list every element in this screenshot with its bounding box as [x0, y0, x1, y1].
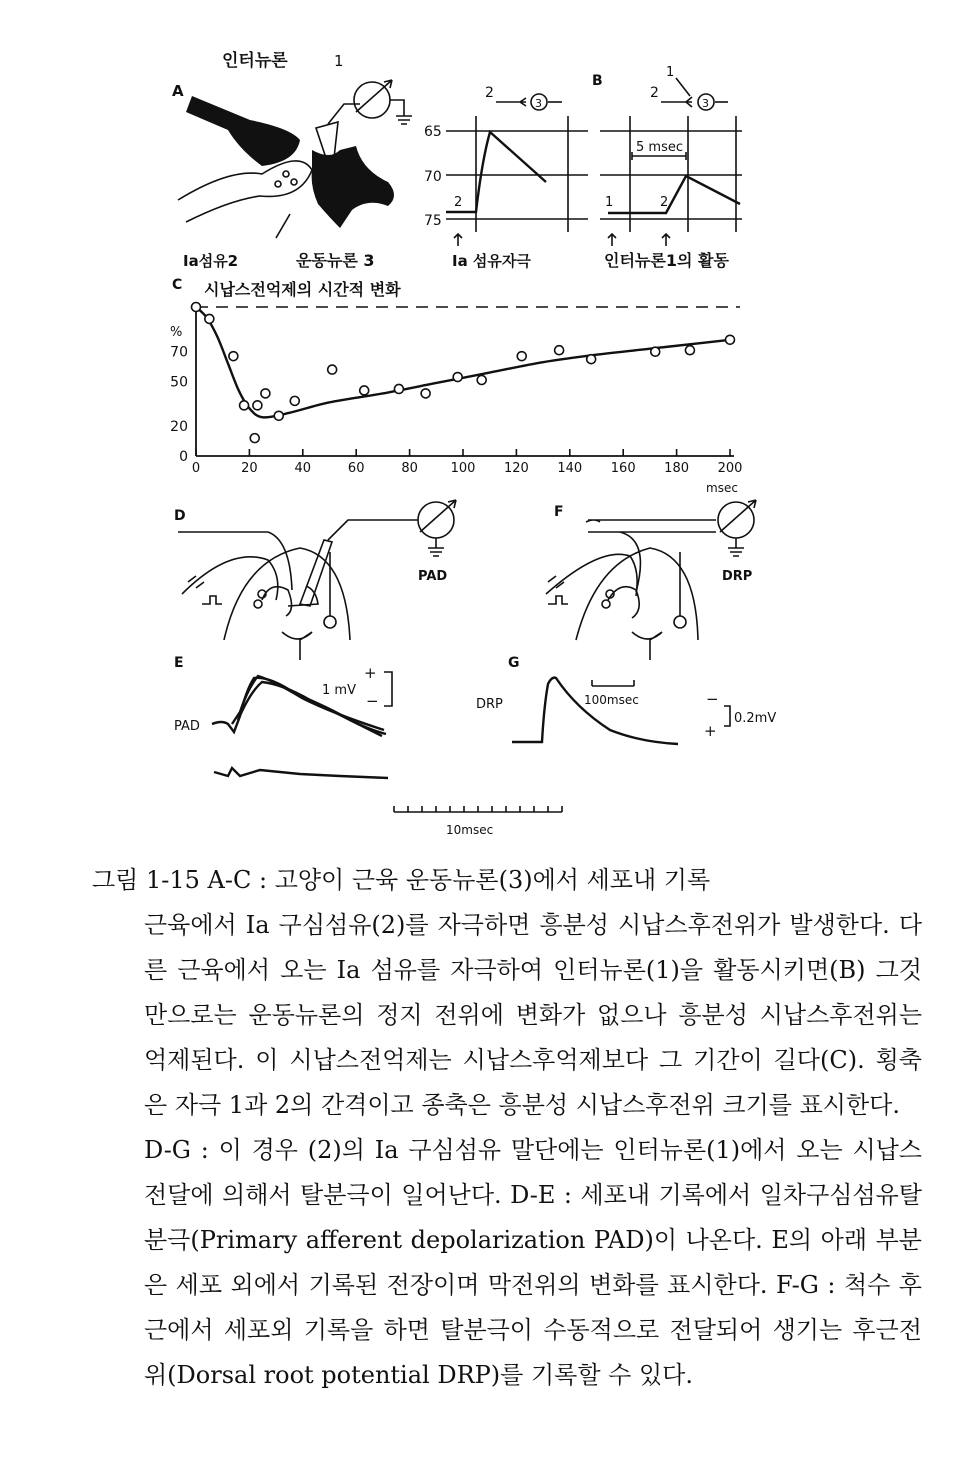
y-tick-70: 70 — [424, 169, 442, 185]
x-tick-label: 100 — [450, 461, 476, 476]
x-tick-label: 80 — [401, 461, 418, 476]
y-tick-label: 20 — [170, 419, 188, 436]
panel-e-letter: E — [174, 655, 184, 671]
data-point — [328, 365, 337, 374]
ia-stim-label: Ia 섬유자극 — [452, 252, 531, 270]
interneuron-activity-label: 인터뉴론1의 활동 — [604, 251, 729, 270]
data-point — [555, 346, 564, 355]
x-tick-label: 120 — [503, 461, 529, 476]
panel-g — [476, 655, 776, 744]
circuit-b-num-1: 1 — [666, 65, 675, 80]
data-point — [517, 352, 526, 361]
x-tick-label: 200 — [717, 461, 743, 476]
panel-a-letter: A — [172, 82, 184, 100]
panel-a — [172, 50, 588, 270]
x-tick-label: 60 — [347, 461, 365, 476]
motoneuron-label: 운동뉴론 3 — [296, 251, 375, 270]
g-time-scale-label: 100msec — [584, 693, 639, 707]
data-point — [205, 314, 214, 323]
y-tick-65: 65 — [424, 124, 442, 140]
data-point — [685, 346, 694, 355]
panel-e — [174, 655, 562, 837]
y-tick-75: 75 — [424, 213, 442, 229]
data-point — [477, 376, 486, 385]
x-unit-label: msec — [706, 481, 738, 495]
panel-b-letter: B — [592, 73, 603, 89]
data-point — [261, 389, 270, 398]
circuit-b-num-3: 3 — [702, 97, 709, 110]
panel-c — [170, 277, 742, 495]
x-tick-label: 160 — [610, 461, 636, 476]
circuit-a-num-3: 3 — [535, 97, 542, 110]
interneuron-label: 인터뉴론 — [222, 51, 288, 71]
data-point — [421, 389, 430, 398]
panel-d — [174, 500, 456, 660]
caption-paragraph-2: D-G : 이 경우 (2)의 Ia 구심섬유 말단에는 인터뉴론(1)에서 오는 시납스 전달에 의해서 탈분극이 일어난다. D-E : 세포내 기록에서 일차구심섬유탈분극(Primary afferent depolarization PAD)이 나온다. E의 아래 부분은 세포 외에서 기록된 전장이며 막전위의 변화를 표시한다. F-G : 척수 후근에서 세포외 기록을 하면 탈분극이 수동적으로 전달되어 생기는 후근전위(Dorsal root potential DRP)를 기록할 수 있다. — [144, 1136, 922, 1389]
y-tick-label: 70 — [170, 344, 188, 361]
ia-fiber-label: Ia섬유2 — [183, 252, 239, 270]
g-plus: + — [704, 722, 717, 740]
x-tick-label: 40 — [294, 461, 312, 476]
data-point — [290, 396, 299, 405]
panel-d-letter: D — [174, 508, 186, 524]
chart-title: 시납스전억제의 시간적 변화 — [204, 280, 401, 299]
data-point — [651, 347, 660, 356]
g-minus: − — [706, 690, 719, 708]
panel-c-letter: C — [172, 277, 183, 293]
y-tick-label: 0 — [179, 449, 188, 465]
ia-fiber-terminal — [178, 161, 312, 222]
y-tick-label: 50 — [170, 374, 188, 391]
interneuron-terminal — [186, 96, 300, 166]
data-point — [394, 384, 403, 393]
panel-a-trace — [424, 85, 588, 270]
panel-g-letter: G — [508, 655, 520, 671]
data-point — [360, 386, 369, 395]
interneuron-number: 1 — [334, 52, 344, 70]
circuit-b-num-2: 2 — [650, 85, 659, 101]
data-point — [250, 434, 259, 443]
motoneuron-soma — [312, 146, 394, 228]
figure-caption — [92, 858, 922, 1398]
pad-trace-label: PAD — [174, 719, 200, 734]
caption-heading: 그림 1-15 A-C : 고양이 근육 운동뉴론(3)에서 세포내 기록 — [92, 866, 711, 894]
drp-recording-label: DRP — [722, 569, 753, 584]
e-minus: − — [366, 692, 379, 710]
data-point — [229, 352, 238, 361]
data-point — [240, 401, 249, 410]
y-unit-label: % — [170, 325, 183, 340]
data-point — [726, 335, 735, 344]
interval-label: 5 msec — [636, 140, 683, 155]
e-plus: + — [364, 664, 377, 682]
data-point — [587, 355, 596, 364]
e-scale-label: 1 mV — [322, 683, 356, 698]
e-time-scale-label: 10msec — [446, 823, 494, 837]
x-tick-label: 140 — [557, 461, 583, 476]
x-tick-label: 0 — [191, 461, 201, 476]
data-point — [192, 303, 201, 312]
data-point — [274, 411, 283, 420]
panel-b — [592, 65, 742, 270]
data-point — [453, 373, 462, 382]
caption-paragraph-1: 근육에서 Ia 구심섬유(2)를 자극하면 흥분성 시납스후전위가 발생한다. 다른 근육에서 오는 Ia 섬유를 자극하여 인터뉴론(1)을 활동시키면(B) 그것만으로는 운동뉴론의 정지 전위에 변화가 없으나 흥분성 시납스후전위는 억제된다. 이 시납스전억제는 시납스후억제보다 그 기간이 길다(C). 횡축은 자극 1과 2의 간격이고 종축은 흥분성 시납스후전위 크기를 표시한다. — [144, 911, 922, 1119]
circuit-a-num-2: 2 — [485, 85, 494, 101]
drp-trace-label: DRP — [476, 697, 503, 712]
data-point — [253, 401, 262, 410]
x-tick-label: 180 — [664, 461, 690, 476]
g-amp-scale-label: 0.2mV — [734, 711, 777, 726]
b-stim-mark-2: 2 — [660, 195, 669, 210]
panel-f-letter: F — [554, 504, 564, 520]
x-tick-label: 20 — [241, 461, 258, 476]
a-stim-mark-2: 2 — [454, 195, 463, 210]
panel-f — [546, 500, 756, 660]
fit-curve — [196, 307, 730, 417]
b-stim-mark-1: 1 — [605, 195, 614, 210]
pad-recording-label: PAD — [418, 569, 448, 584]
